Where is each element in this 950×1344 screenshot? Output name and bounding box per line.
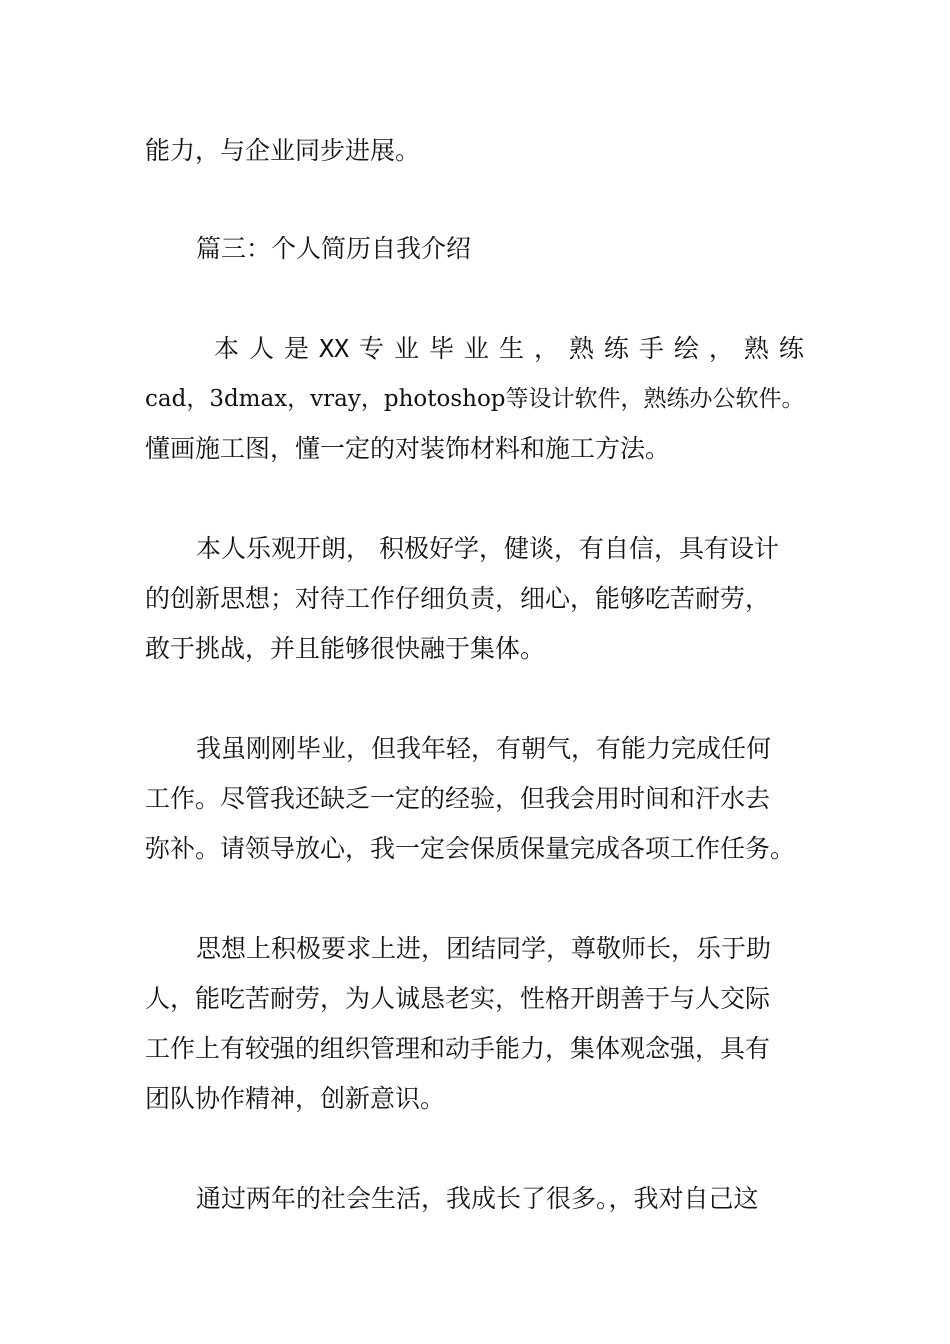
text-token: 生: [498, 334, 524, 363]
text-token: 业: [463, 334, 489, 363]
text-line: 团队协作精神，创新意识。: [145, 1084, 446, 1113]
text-line: cad，3dmax，vray，photoshop等设计软件，熟练办公软件。: [145, 386, 805, 412]
text-line: 工作。尽管我还缺乏一定的经验，但我会用时间和汗水去: [145, 784, 771, 813]
text-line: 工作上有较强的组织管理和动手能力，集体观念强，具有: [145, 1034, 771, 1063]
text-token: ，: [708, 334, 734, 363]
text-token: 人: [248, 334, 274, 363]
text-token: 毕: [429, 334, 455, 363]
text-line-justified: [214, 334, 804, 364]
text-line: 弥补。请领导放心，我一定会保质保量完成各项工作任务。: [145, 834, 796, 863]
text-token: 业: [394, 334, 420, 363]
text-token: 练: [603, 334, 629, 363]
text-token: ，: [533, 334, 559, 363]
section-heading: 篇三：个人简历自我介绍: [196, 234, 472, 263]
text-token: 绘: [673, 334, 699, 363]
text-token: 熟: [743, 334, 769, 363]
text-line: 的创新思想；对待工作仔细负责，细心，能够吃苦耐劳，: [145, 584, 771, 613]
text-line: 能力，与企业同步进展。: [145, 136, 421, 165]
text-token: 练: [778, 334, 804, 363]
text-token: 熟: [568, 334, 594, 363]
text-token: XX: [318, 334, 350, 363]
text-line: 敢于挑战，并且能够很快融于集体。: [145, 634, 546, 663]
text-token: 本: [214, 334, 240, 363]
text-token: 是: [283, 334, 309, 363]
text-line: 本人乐观开朗， 积极好学，健谈，有自信，具有设计: [196, 534, 779, 563]
text-line: 思想上积极要求上进，团结同学，尊敬师长，乐于助: [196, 934, 772, 963]
text-line: 懂画施工图，懂一定的对装饰材料和施工方法。: [145, 434, 671, 463]
text-line: 通过两年的社会生活，我成长了很多。，我对自己这: [196, 1184, 759, 1213]
text-line: 人，能吃苦耐劳，为人诚恳老实，性格开朗善于与人交际: [145, 984, 771, 1013]
text-token: 手: [638, 334, 664, 363]
text-line: 我虽刚刚毕业，但我年轻，有朝气，有能力完成任何: [196, 734, 772, 763]
text-token: 专: [359, 334, 385, 363]
